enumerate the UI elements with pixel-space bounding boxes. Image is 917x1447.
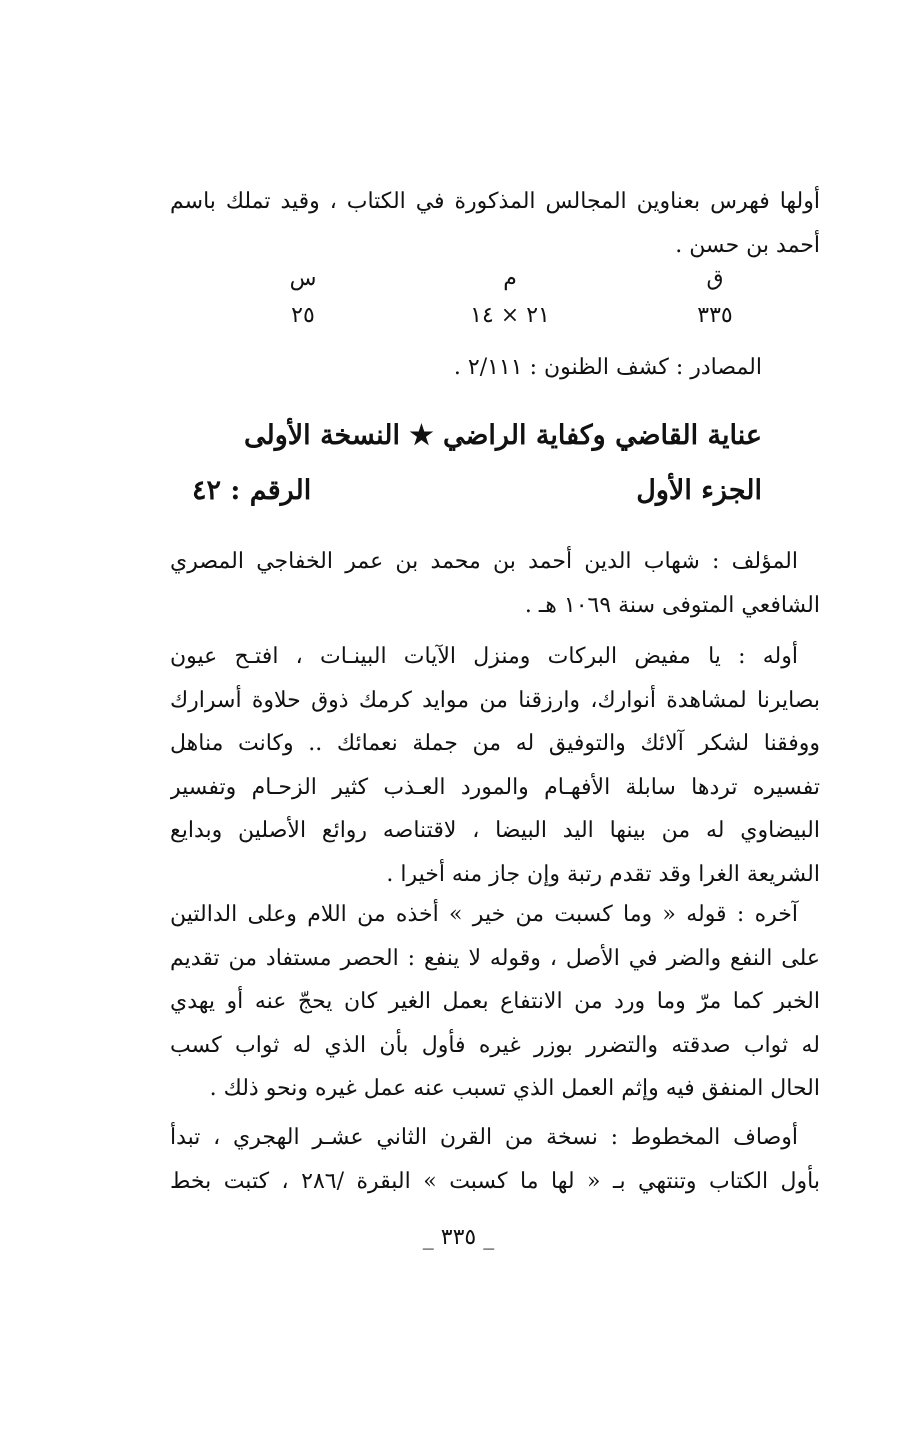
ending-line-5: الحال المنفق فيه وإثم العمل الذي تسبب عنه عمل غيره ونحو ذلك .	[209, 1076, 820, 1101]
dimension-value-m: ٢١ × ١٤	[470, 303, 550, 328]
ending-paragraph	[170, 893, 820, 1111]
beginning-line-4: تفسيره تردها سابلة الأفهـام والمورد العـذب كثير الزحـام وتفسير	[170, 774, 820, 800]
entry-number: الرقم : ٤٢	[192, 475, 312, 506]
intro-line-2: أحمد بن حسن .	[675, 232, 820, 258]
dimension-header-q: ق	[706, 266, 724, 291]
beginning-line-5: البيضاوي له من بينها اليد البيضا ، لاقتناصه روائع الأصلين وبدايع	[170, 818, 820, 843]
dimension-header-s: س	[289, 266, 317, 291]
sources-text: المصادر : كشف الظنون : ٢/١١١ .	[453, 355, 762, 380]
intro-line-1: أولها فهرس بعناوين المجالس المذكورة في الكتاب ، وقيد تملك باسم	[170, 189, 820, 214]
part-heading: الجزء الأول	[636, 475, 762, 506]
beginning-line-1: أوله : يا مفيض البركات ومنزل الآيات البينـات ، افتـح عيون	[170, 644, 798, 669]
dimension-header-m: م	[503, 266, 517, 291]
description-paragraph	[170, 1116, 820, 1203]
description-line-1: أوصاف المخطوط : نسخة من القرن الثاني عشـر الهجري ، تبدأ	[170, 1125, 798, 1150]
ending-line-3: الخبر كما مرّ وما ورد من الانتفاع بعمل الغير كان يحجّ عنه أو يهدي	[170, 989, 820, 1014]
dimension-value-q: ٣٣٥	[697, 303, 733, 328]
author-paragraph	[170, 540, 820, 627]
ending-line-2: على النفع والضر في الأصل ، وقوله لا ينفع : الحصر مستفاد من تقديم	[170, 945, 820, 971]
dimension-value-s: ٢٥	[291, 303, 315, 328]
beginning-line-3: ووفقنا لشكر آلائك والتوفيق له من جملة نعمائك .. وكانت مناهل	[170, 731, 820, 756]
author-line-1: المؤلف : شهاب الدين أحمد بن محمد بن عمر الخفاجي المصري	[170, 549, 798, 574]
author-line-2: الشافعي المتوفى سنة ١٠٦٩ هـ .	[524, 592, 820, 618]
ending-line-4: له ثواب صدقته والتضرر بوزر غيره فأول بأن الذي له ثواب كسب	[170, 1032, 820, 1058]
page-number: _ ٣٣٥ _	[422, 1225, 495, 1250]
ending-line-1: آخره : قوله « وما كسبت من خير » أخذه من اللام وعلى الدالتين	[170, 902, 798, 927]
beginning-paragraph	[170, 635, 820, 896]
beginning-line-6: الشريعة الغرا وقد تقدم رتبة وإن جاز منه أخيرا .	[386, 861, 820, 887]
description-line-2: بأول الكتاب وتنتهي بـ « لها ما كسبت » البقرة /٢٨٦ ، كتبت بخط	[170, 1168, 820, 1194]
beginning-line-2: بصايرنا لمشاهدة أنوارك، وارزقنا من موايد كرمك ذوق حلاوة أسرارك	[170, 687, 820, 713]
intro-paragraph	[170, 180, 820, 267]
sources-line	[170, 346, 820, 390]
entry-title: عناية القاضي وكفاية الراضي ★ النسخة الأولى	[244, 420, 762, 451]
